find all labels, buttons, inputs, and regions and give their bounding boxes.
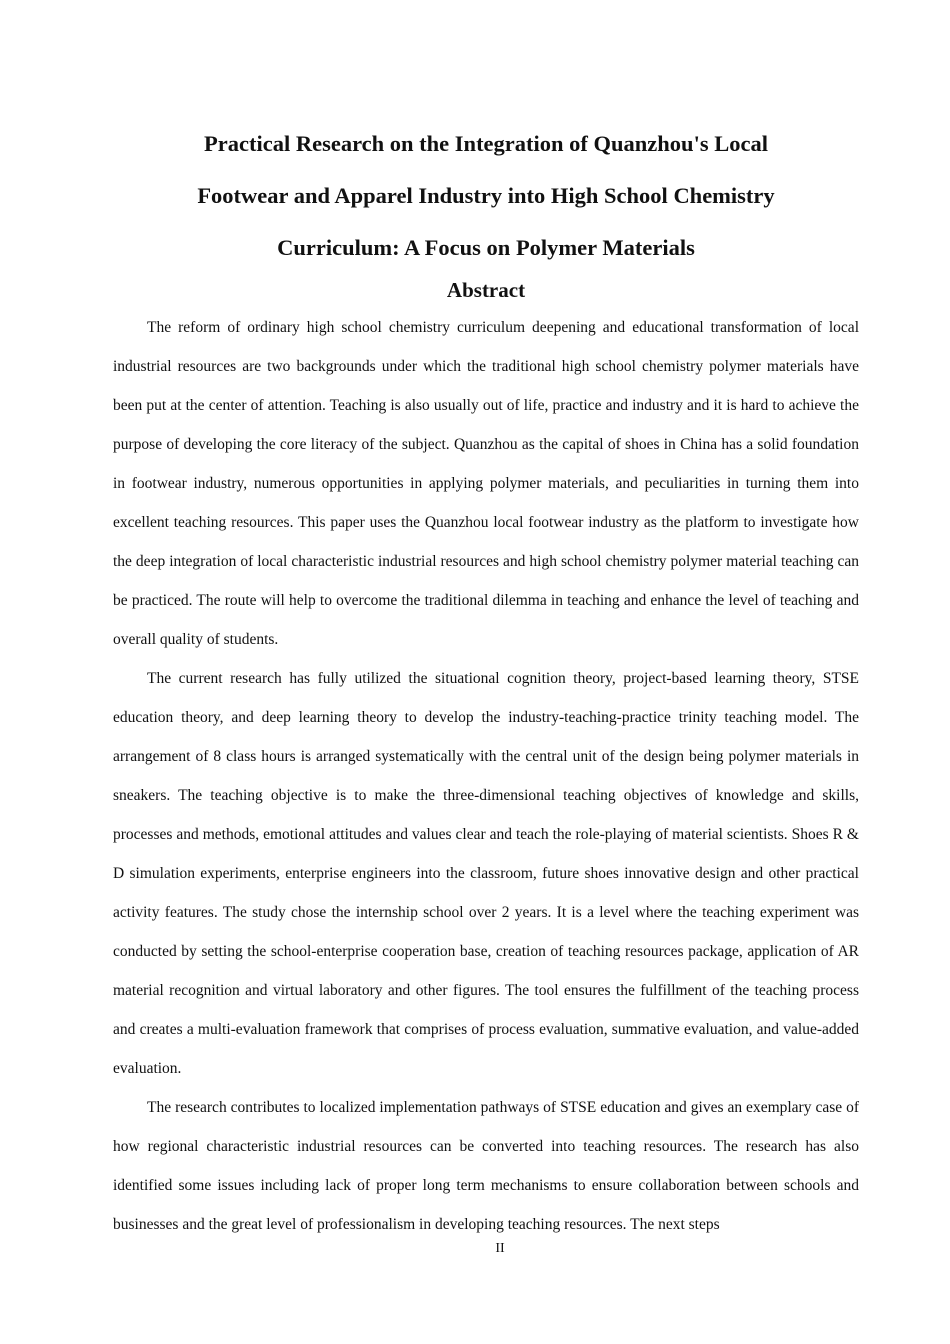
abstract-body bbox=[113, 308, 859, 1244]
title-line-2: Footwear and Apparel Industry into High School Chemistry bbox=[197, 183, 775, 208]
paper-title bbox=[113, 118, 859, 274]
title-line-3: Curriculum: A Focus on Polymer Materials bbox=[277, 235, 695, 260]
abstract-paragraph-3: The research contributes to localized implementation pathways of STSE education and gives an exemplary case of how regional characteristic industrial resources can be converted into teaching resources. The research has also identified some issues including lack of proper long term mechanisms to ensure collaboration between schools and businesses and the great level of professionalism in developing teaching resources. The next steps bbox=[113, 1099, 859, 1233]
abstract-heading: Abstract bbox=[446, 278, 526, 302]
title-line-1: Practical Research on the Integration of Quanzhou's Local bbox=[204, 131, 768, 156]
abstract-paragraph-1: The reform of ordinary high school chemistry curriculum deepening and educational transformation of local industrial resources are two backgrounds under which the traditional high school chemistry polymer materials have been put at the center of attention. Teaching is also usually out of life, practice and industry and it is hard to achieve the purpose of developing the core literacy of the subject. Quanzhou as the capital of shoes in China has a solid foundation in footwear industry, numerous opportunities in applying polymer materials, and peculiarities in turning them into excellent teaching resources. This paper uses the Quanzhou local footwear industry as the platform to investigate how the deep integration of local characteristic industrial resources and high school chemistry polymer material teaching can be practiced. The route will help to overcome the traditional dilemma in teaching and enhance the level of teaching and overall quality of students. bbox=[113, 319, 859, 648]
page-number: II bbox=[495, 1241, 505, 1256]
abstract-paragraph-2: The current research has fully utilized the situational cognition theory, project-based learning theory, STSE education theory, and deep learning theory to develop the industry-teaching-practice trinity teaching model. The arrangement of 8 class hours is arranged systematically with the central unit of the design being polymer materials in sneakers. The teaching objective is to make the three-dimensional teaching objectives of knowledge and skills, processes and methods, emotional attitudes and values clear and teach the role-playing of material scientists. Shoes R & D simulation experiments, enterprise engineers into the classroom, future shoes innovative design and other practical activity features. The study chose the internship school over 2 years. It is a level where the teaching experiment was conducted by setting the school-enterprise cooperation base, creation of teaching resources package, application of AR material recognition and virtual laboratory and other figures. The tool ensures the fulfillment of the teaching process and creates a multi-evaluation framework that comprises of process evaluation, summative evaluation, and value-added evaluation. bbox=[113, 670, 859, 1077]
